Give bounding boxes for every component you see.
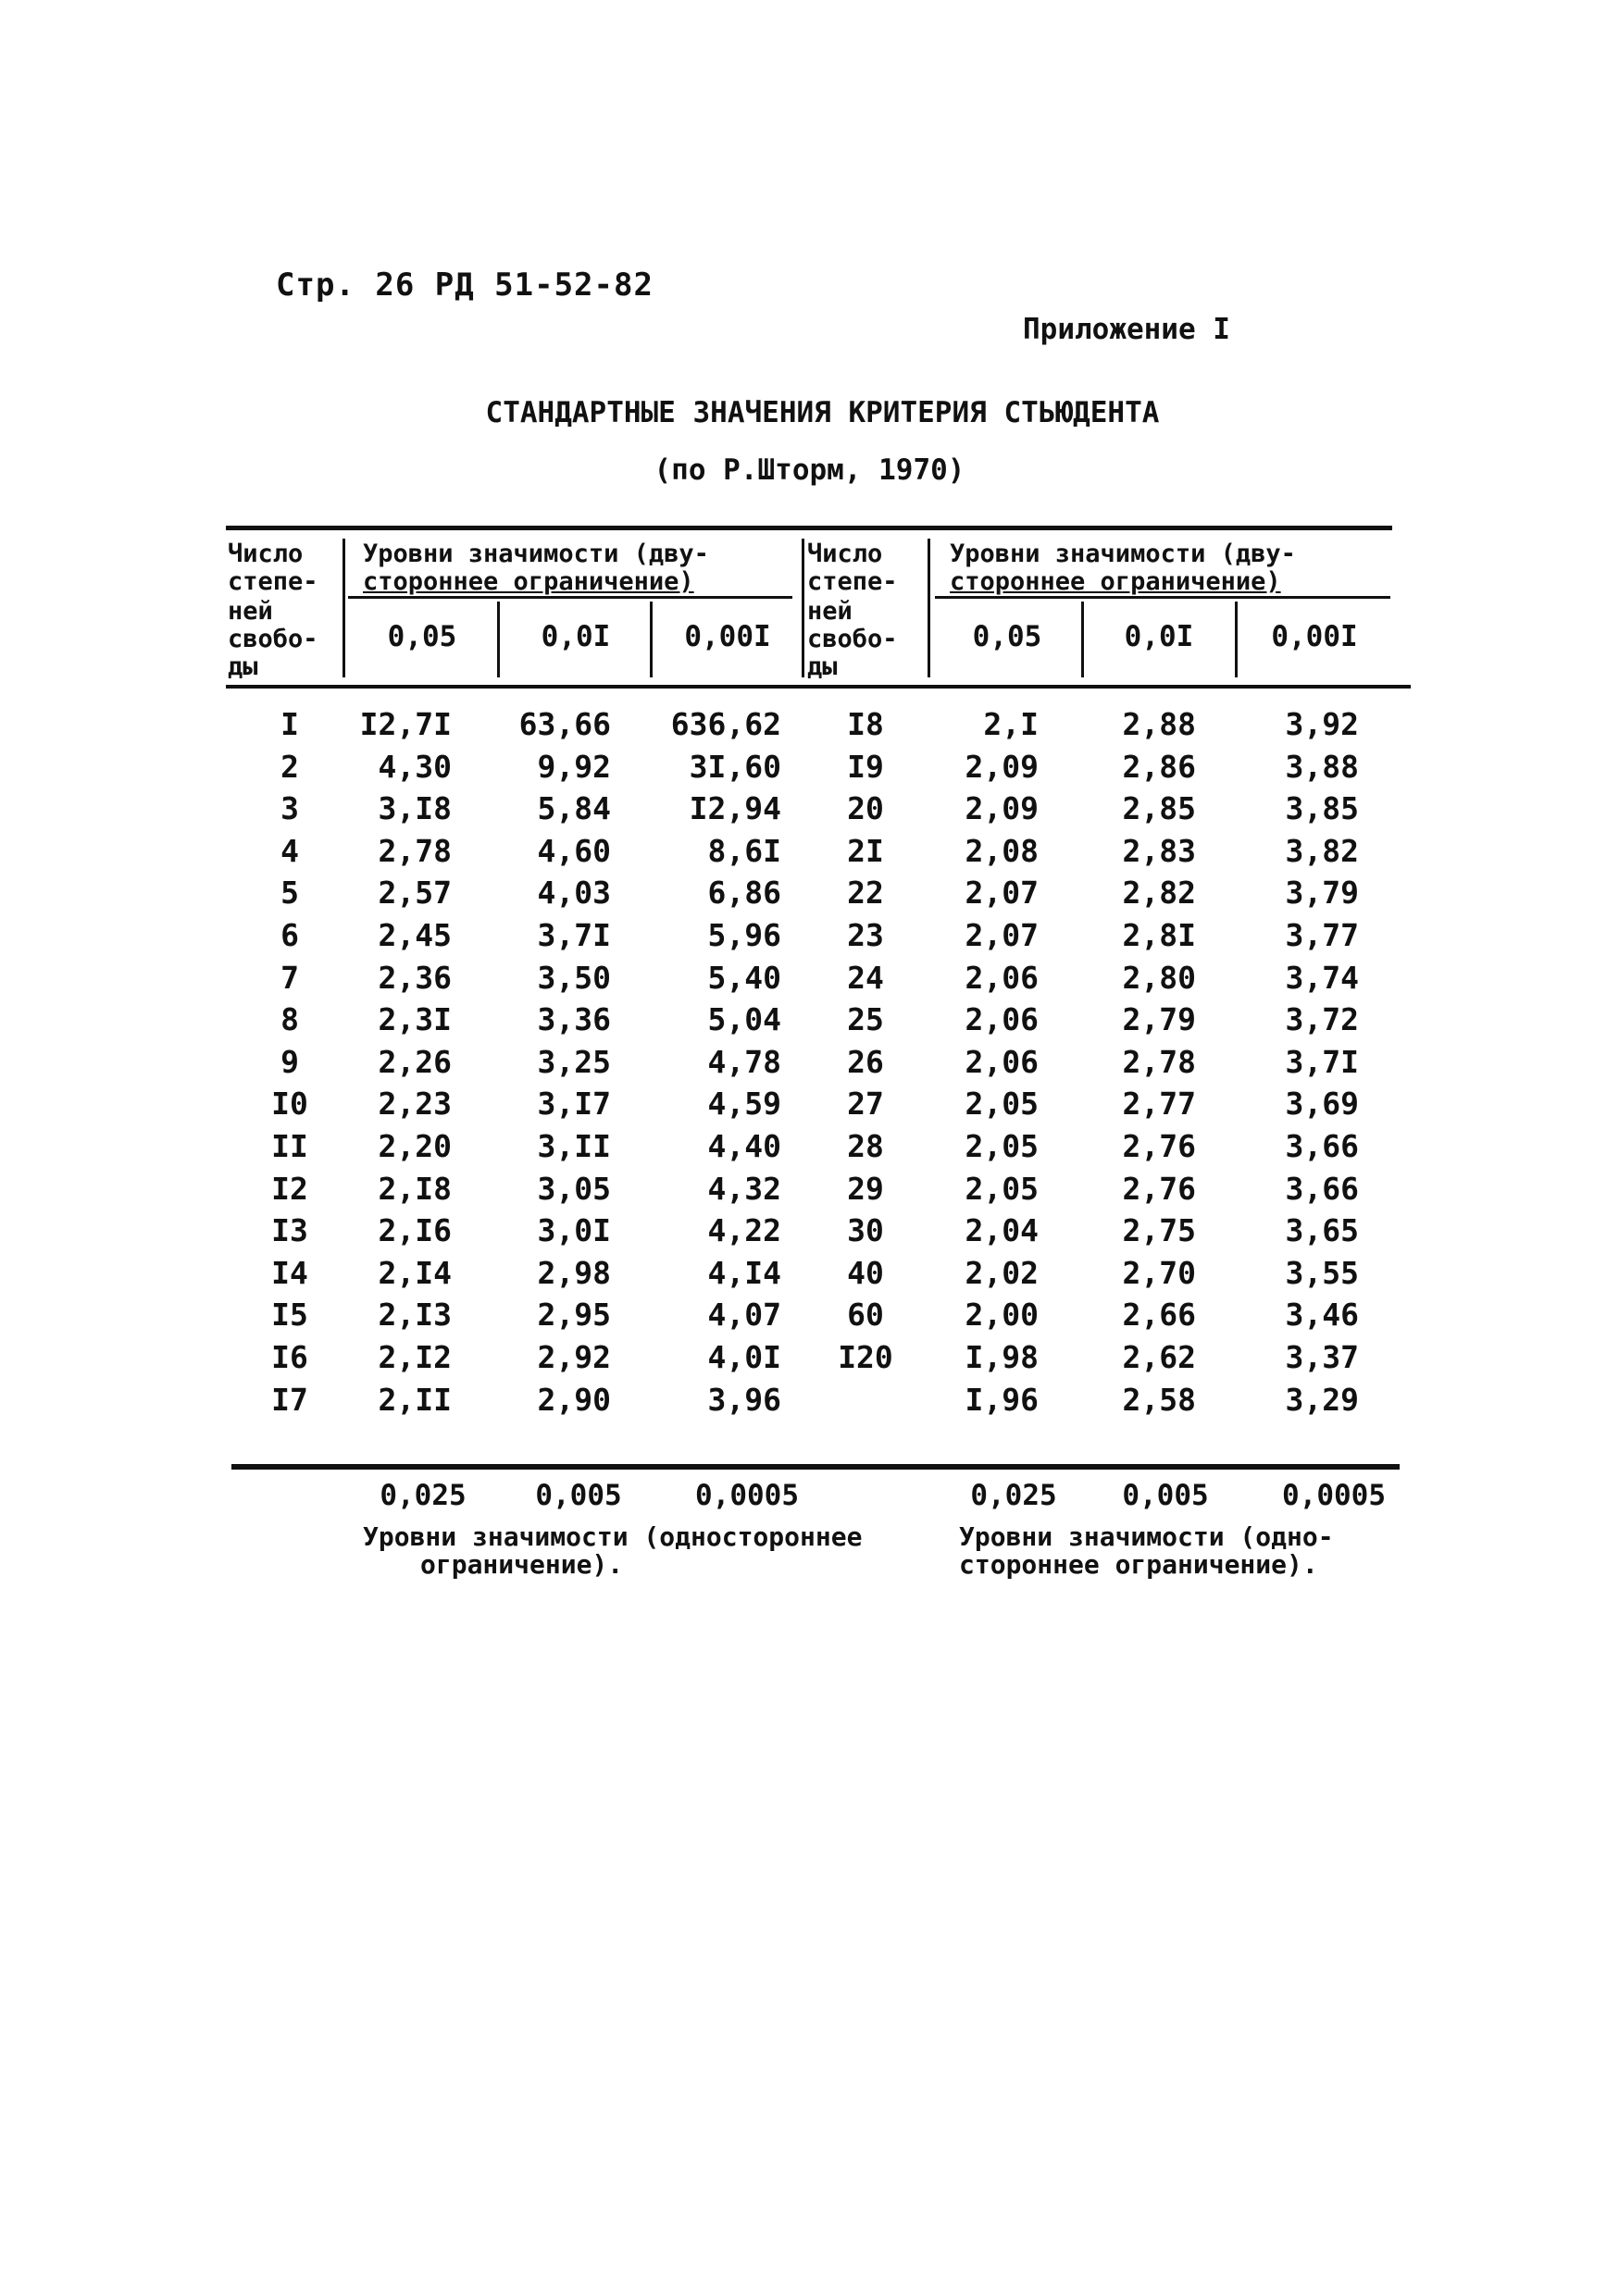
- value-cell: 2,05: [965, 1170, 1039, 1207]
- value-cell: 2,3I: [378, 1001, 452, 1038]
- level-header: 0,00I: [684, 620, 771, 653]
- value-cell: 2,92: [537, 1338, 611, 1375]
- value-cell: 2,05: [965, 1127, 1039, 1164]
- df-cell: I9: [847, 748, 884, 785]
- value-cell: I,96: [965, 1381, 1039, 1418]
- value-cell: 2,78: [1122, 1043, 1196, 1080]
- df-cell: 9: [280, 1043, 299, 1080]
- header-divider: [1081, 602, 1084, 677]
- value-cell: 3,I8: [378, 790, 452, 827]
- df-cell: 30: [847, 1212, 884, 1249]
- level-header: 0,05: [387, 620, 457, 653]
- value-cell: 3,77: [1285, 916, 1359, 953]
- value-cell: 4,60: [537, 832, 611, 869]
- value-cell: 3,82: [1285, 832, 1359, 869]
- value-cell: 2,06: [965, 959, 1039, 996]
- value-cell: 3,96: [707, 1381, 781, 1418]
- df-cell: 26: [847, 1043, 884, 1080]
- value-cell: 2,77: [1122, 1086, 1196, 1123]
- df-cell: I5: [271, 1297, 308, 1334]
- value-cell: 2,I6: [378, 1212, 452, 1249]
- value-cell: 3,25: [537, 1043, 611, 1080]
- value-cell: 9,92: [537, 748, 611, 785]
- value-cell: 2,09: [965, 790, 1039, 827]
- significance-group-header-right: Уровни значимости (дву- стороннее ограничение): [950, 540, 1296, 596]
- one-sided-level: 0,025: [380, 1479, 467, 1512]
- value-cell: 4,78: [707, 1043, 781, 1080]
- header-divider: [497, 602, 500, 677]
- value-cell: 2,45: [378, 916, 452, 953]
- appendix-label: Приложение I: [1023, 313, 1230, 346]
- value-cell: 2,I4: [378, 1254, 452, 1291]
- table-title: СТАНДАРТНЫЕ ЗНАЧЕНИЯ КРИТЕРИЯ СТЬЮДЕНТА: [485, 396, 1160, 429]
- df-cell: 4: [280, 832, 299, 869]
- df-cell: 60: [847, 1297, 884, 1334]
- value-cell: 2,26: [378, 1043, 452, 1080]
- value-cell: 5,84: [537, 790, 611, 827]
- df-cell: 40: [847, 1254, 884, 1291]
- df-cell: II: [271, 1127, 308, 1164]
- df-cell: 27: [847, 1086, 884, 1123]
- value-cell: 2,85: [1122, 790, 1196, 827]
- df-cell: I7: [271, 1381, 308, 1418]
- value-cell: 3,0I: [537, 1212, 611, 1249]
- value-cell: 4,0I: [707, 1338, 781, 1375]
- value-cell: 2,66: [1122, 1297, 1196, 1334]
- header-divider: [342, 539, 345, 677]
- value-cell: I2,94: [689, 790, 781, 827]
- value-cell: 2,98: [537, 1254, 611, 1291]
- value-cell: 63,66: [518, 706, 611, 742]
- value-cell: 3,85: [1285, 790, 1359, 827]
- value-cell: 3,7I: [537, 916, 611, 953]
- df-cell: 25: [847, 1001, 884, 1038]
- value-cell: 2,78: [378, 832, 452, 869]
- value-cell: 3,05: [537, 1170, 611, 1207]
- one-sided-level: 0,025: [970, 1479, 1057, 1512]
- value-cell: 2,62: [1122, 1338, 1196, 1375]
- header-inner-rule-right: [935, 596, 1390, 599]
- one-sided-level: 0,0005: [695, 1479, 799, 1512]
- one-sided-caption-right: Уровни значимости (одно- стороннее ограничение).: [959, 1521, 1334, 1580]
- value-cell: 2,I2: [378, 1338, 452, 1375]
- value-cell: 2,76: [1122, 1127, 1196, 1164]
- value-cell: 3,29: [1285, 1381, 1359, 1418]
- value-cell: 2,76: [1122, 1170, 1196, 1207]
- df-cell: 29: [847, 1170, 884, 1207]
- value-cell: 2,I3: [378, 1297, 452, 1334]
- df-cell: I: [280, 706, 299, 742]
- header-divider: [802, 539, 804, 677]
- df-cell: 6: [280, 916, 299, 953]
- header-inner-rule-left: [348, 596, 792, 599]
- df-cell: 23: [847, 916, 884, 953]
- value-cell: 2,II: [378, 1381, 452, 1418]
- df-cell: 2I: [847, 832, 884, 869]
- value-cell: 3,II: [537, 1127, 611, 1164]
- df-cell: I0: [271, 1086, 308, 1123]
- table-subtitle: (по Р.Шторм, 1970): [654, 453, 965, 487]
- value-cell: 3,65: [1285, 1212, 1359, 1249]
- value-cell: 636,62: [670, 706, 781, 742]
- value-cell: 2,06: [965, 1001, 1039, 1038]
- value-cell: 2,70: [1122, 1254, 1196, 1291]
- value-cell: 2,I: [983, 706, 1039, 742]
- df-cell: I2: [271, 1170, 308, 1207]
- value-cell: 4,I4: [707, 1254, 781, 1291]
- value-cell: 2,80: [1122, 959, 1196, 996]
- value-cell: 2,86: [1122, 748, 1196, 785]
- header-bottom-rule: [226, 685, 1411, 689]
- value-cell: 3,92: [1285, 706, 1359, 742]
- df-cell: I20: [838, 1338, 893, 1375]
- value-cell: 2,04: [965, 1212, 1039, 1249]
- value-cell: 2,90: [537, 1381, 611, 1418]
- one-sided-level: 0,005: [1122, 1479, 1209, 1512]
- value-cell: 2,06: [965, 1043, 1039, 1080]
- level-header: 0,05: [972, 620, 1042, 653]
- header-divider: [650, 602, 653, 677]
- value-cell: 2,08: [965, 832, 1039, 869]
- value-cell: 5,04: [707, 1001, 781, 1038]
- value-cell: 5,40: [707, 959, 781, 996]
- df-cell: 28: [847, 1127, 884, 1164]
- value-cell: 2,20: [378, 1127, 452, 1164]
- value-cell: 2,75: [1122, 1212, 1196, 1249]
- df-cell: 3: [280, 790, 299, 827]
- df-cell: 24: [847, 959, 884, 996]
- value-cell: 2,82: [1122, 875, 1196, 912]
- df-header-left: Число степе- ней свобо- ды: [228, 540, 318, 681]
- header-divider: [928, 539, 930, 677]
- df-cell: I8: [847, 706, 884, 742]
- value-cell: 2,58: [1122, 1381, 1196, 1418]
- one-sided-level: 0,005: [535, 1479, 622, 1512]
- value-cell: 2,83: [1122, 832, 1196, 869]
- value-cell: 2,09: [965, 748, 1039, 785]
- value-cell: 3,I7: [537, 1086, 611, 1123]
- value-cell: 4,22: [707, 1212, 781, 1249]
- df-cell: 20: [847, 790, 884, 827]
- value-cell: 2,05: [965, 1086, 1039, 1123]
- value-cell: I,98: [965, 1338, 1039, 1375]
- value-cell: 3,7I: [1285, 1043, 1359, 1080]
- value-cell: 2,23: [378, 1086, 452, 1123]
- value-cell: 6,86: [707, 875, 781, 912]
- value-cell: 2,07: [965, 875, 1039, 912]
- value-cell: 2,79: [1122, 1001, 1196, 1038]
- value-cell: 3,66: [1285, 1127, 1359, 1164]
- df-header-right: Число степе- ней свобо- ды: [807, 540, 898, 681]
- value-cell: 3,79: [1285, 875, 1359, 912]
- df-cell: I6: [271, 1338, 308, 1375]
- value-cell: 3,37: [1285, 1338, 1359, 1375]
- table-top-rule: [226, 526, 1392, 530]
- value-cell: 2,I8: [378, 1170, 452, 1207]
- value-cell: 4,30: [378, 748, 452, 785]
- value-cell: 2,00: [965, 1297, 1039, 1334]
- df-cell: 22: [847, 875, 884, 912]
- significance-group-header-left: Уровни значимости (дву- стороннее ограничение): [363, 540, 709, 596]
- df-cell: 5: [280, 875, 299, 912]
- value-cell: 3,74: [1285, 959, 1359, 996]
- value-cell: 4,07: [707, 1297, 781, 1334]
- level-header: 0,0I: [1124, 620, 1194, 653]
- df-cell: 2: [280, 748, 299, 785]
- df-cell: 7: [280, 959, 299, 996]
- one-sided-level: 0,0005: [1282, 1479, 1386, 1512]
- one-sided-caption-left: Уровни значимости (одностороннее ограничение).: [363, 1521, 863, 1580]
- value-cell: 4,32: [707, 1170, 781, 1207]
- value-cell: 2,95: [537, 1297, 611, 1334]
- value-cell: 4,03: [537, 875, 611, 912]
- value-cell: 5,96: [707, 916, 781, 953]
- table-bottom-rule: [231, 1464, 1400, 1470]
- value-cell: 3,66: [1285, 1170, 1359, 1207]
- value-cell: 3,69: [1285, 1086, 1359, 1123]
- df-cell: I3: [271, 1212, 308, 1249]
- value-cell: 2,57: [378, 875, 452, 912]
- value-cell: 3,55: [1285, 1254, 1359, 1291]
- level-header: 0,0I: [541, 620, 611, 653]
- df-cell: 8: [280, 1001, 299, 1038]
- header-divider: [1235, 602, 1238, 677]
- value-cell: 3,46: [1285, 1297, 1359, 1334]
- value-cell: 3,36: [537, 1001, 611, 1038]
- value-cell: 2,02: [965, 1254, 1039, 1291]
- level-header: 0,00I: [1271, 620, 1358, 653]
- value-cell: 3,50: [537, 959, 611, 996]
- df-cell: I4: [271, 1254, 308, 1291]
- value-cell: 2,88: [1122, 706, 1196, 742]
- value-cell: I2,7I: [359, 706, 452, 742]
- value-cell: 2,8I: [1122, 916, 1196, 953]
- value-cell: 3,88: [1285, 748, 1359, 785]
- value-cell: 8,6I: [707, 832, 781, 869]
- page-reference: Стр. 26 РД 51-52-82: [276, 267, 654, 304]
- value-cell: 2,07: [965, 916, 1039, 953]
- value-cell: 3I,60: [689, 748, 781, 785]
- value-cell: 2,36: [378, 959, 452, 996]
- value-cell: 3,72: [1285, 1001, 1359, 1038]
- value-cell: 4,40: [707, 1127, 781, 1164]
- value-cell: 4,59: [707, 1086, 781, 1123]
